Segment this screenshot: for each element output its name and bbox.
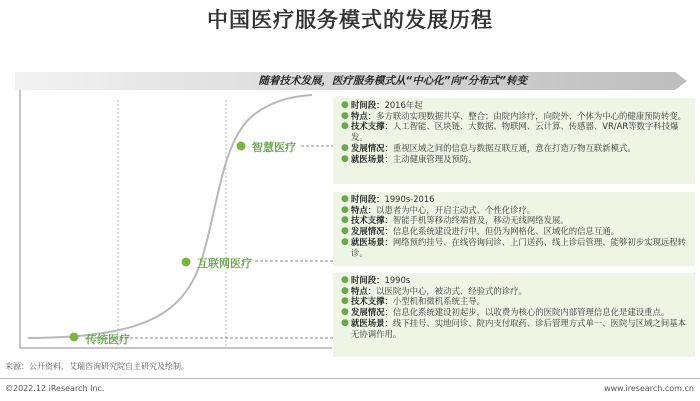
panel-item: ● 发展情况：信息化系统建设进行中，但仍为网格化、区域化的信息互通。 — [341, 226, 619, 237]
stage-label-internet: 互联网医疗 — [197, 257, 252, 270]
panel-item: ● 技术支撑：小型机和微机系统主导。 — [341, 296, 485, 307]
stage-point-traditional — [70, 333, 79, 342]
source-note: 来源：公开资料，艾瑞咨询研究院自主研究及绘制。 — [5, 362, 189, 371]
panel-item: ● 时间段：1990s-2016 — [341, 194, 435, 204]
panel-item: ● 技术支撑：智能手机等移动终端普及，移动无线网络发展。 — [341, 215, 569, 226]
panel-item: ● 就医场景：线下挂号、实地问诊、院内支付取药、诊后管理方式单一、医院与区域之间基本无协调作用。 — [341, 317, 686, 339]
panel-item: ● 就医场景：主动健康管理及预防。 — [341, 153, 477, 164]
footer-divider — [0, 378, 700, 379]
stage-label-smart: 智慧医疗 — [252, 141, 296, 154]
panel-traditional — [333, 273, 695, 357]
panel-item: ● 时间段：1990s — [341, 275, 411, 285]
panel-item: ● 特点：多方联动实现数据共享、整合；由院内诊疗，向院外、个体为中心的健康预防转变。 — [341, 110, 686, 121]
stage-point-internet — [182, 258, 191, 267]
stage-label-traditional: 传统医疗 — [86, 333, 130, 346]
panel-item: ● 发展情况：重视区域之间的信息与数据互联互通，意在打造万物互联新模式。 — [341, 142, 636, 153]
page-title: 中国医疗服务模式的发展历程 — [207, 8, 493, 32]
panel-item: ● 特点：以医院为中心，被动式、经验式的诊疗。 — [341, 285, 527, 296]
panel-item: ● 时间段：2016年起 — [341, 100, 423, 110]
panel-item: ● 发展情况：信息化系统建设初起步，以收费为核心的医院内部管理信息化是建设重点。 — [341, 307, 670, 318]
banner-text: 随着技术发展，医疗服务模式从“中心化”向“分布式”转变 — [258, 75, 527, 87]
panel-smart — [333, 98, 695, 184]
panel-item: ● 就医场景：网络预约挂号、在线咨询问诊、上门送药、线上诊后管理、能够初步实现远程转诊。 — [341, 236, 686, 258]
stage-point-smart — [237, 142, 246, 151]
website-url: www.iresearch.com.cn — [604, 384, 694, 393]
growth-curve — [28, 95, 312, 338]
copyright: ©2022.12 iResearch Inc. — [5, 384, 105, 393]
panel-internet — [333, 192, 695, 266]
panel-item: ● 特点：以患者为中心，开启主动式、个性化诊疗。 — [341, 204, 536, 215]
panel-item: ● 技术支撑：人工智能、区块链、大数据、物联网、云计算、传感器、VR/AR等数字科技爆发。 — [341, 121, 679, 143]
